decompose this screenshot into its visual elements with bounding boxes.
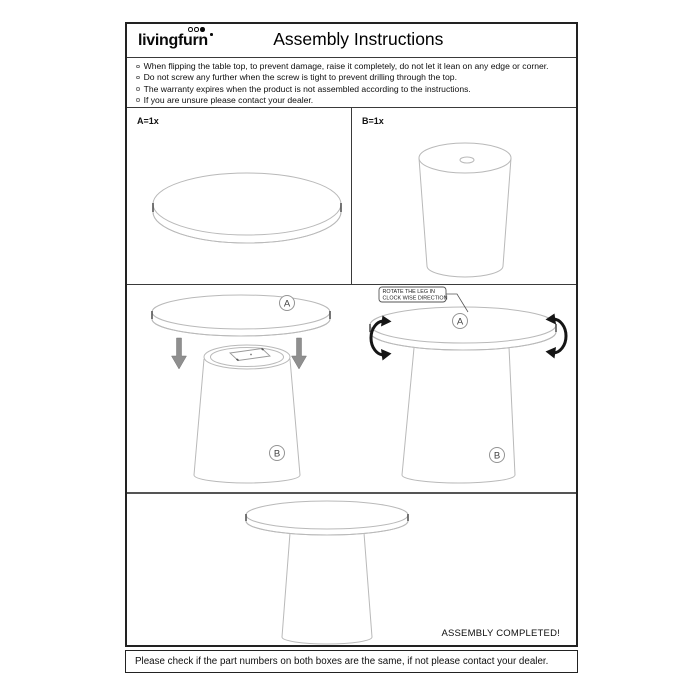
logo-dots-icon <box>188 27 205 32</box>
table-leg-illustration <box>352 108 576 282</box>
page-title: Assembly Instructions <box>273 29 444 49</box>
bullet-icon <box>136 87 140 91</box>
part-a-badge-label: A <box>456 316 464 328</box>
warning-text: The warranty expires when the product is not assembled according to the instructions. <box>143 83 471 94</box>
part-b-quantity-label: B=1x <box>362 116 384 126</box>
bullet-icon <box>136 65 140 69</box>
step2-illustration <box>370 287 566 483</box>
assembled-table-illustration <box>127 494 576 647</box>
brand-logo-text: livingfurn <box>138 32 208 49</box>
warning-item <box>133 95 570 106</box>
rotate-callout-line1: ROTATE THE LEG IN <box>382 289 435 295</box>
part-a-panel <box>127 108 351 284</box>
warning-item <box>133 61 570 72</box>
warnings-section <box>127 57 576 107</box>
footer-note-box <box>125 650 578 673</box>
bullet-icon <box>136 98 140 102</box>
warning-item <box>133 84 570 95</box>
warning-item <box>133 72 570 83</box>
part-b-panel <box>351 108 576 284</box>
assembly-steps-section <box>127 284 576 492</box>
brand-logo <box>138 33 208 49</box>
table-top-illustration <box>127 108 351 282</box>
part-a-badge-label: A <box>283 298 291 310</box>
down-arrow-icon <box>172 338 187 369</box>
warning-text: If you are unsure please contact your dealer. <box>143 94 314 105</box>
assembly-completed-text: ASSEMBLY COMPLETED! <box>441 628 560 639</box>
parts-section <box>127 107 576 284</box>
trademark-dot-icon <box>210 33 213 36</box>
part-b-badge-label: B <box>273 448 281 460</box>
main-document-box <box>125 22 578 647</box>
down-arrow-icon <box>292 338 307 369</box>
warning-text: Do not screw any further when the screw is tight to prevent drilling through the top. <box>143 72 457 83</box>
final-result-section <box>127 492 576 645</box>
part-a-quantity-label: A=1x <box>137 116 159 126</box>
step1-illustration <box>152 295 330 483</box>
assembly-steps-illustration <box>127 285 576 490</box>
footer-note-text: Please check if the part numbers on both boxes are the same, if not please contact your dealer. <box>135 656 549 667</box>
warning-text: When flipping the table top, to prevent damage, raise it completely, do not let it lean on any edge or corner. <box>143 61 549 71</box>
document-header <box>127 24 576 57</box>
bullet-icon <box>136 76 140 80</box>
rotate-callout-line2: CLOCK WISE DIRECTION <box>382 295 448 302</box>
part-b-badge-label: B <box>493 450 501 462</box>
